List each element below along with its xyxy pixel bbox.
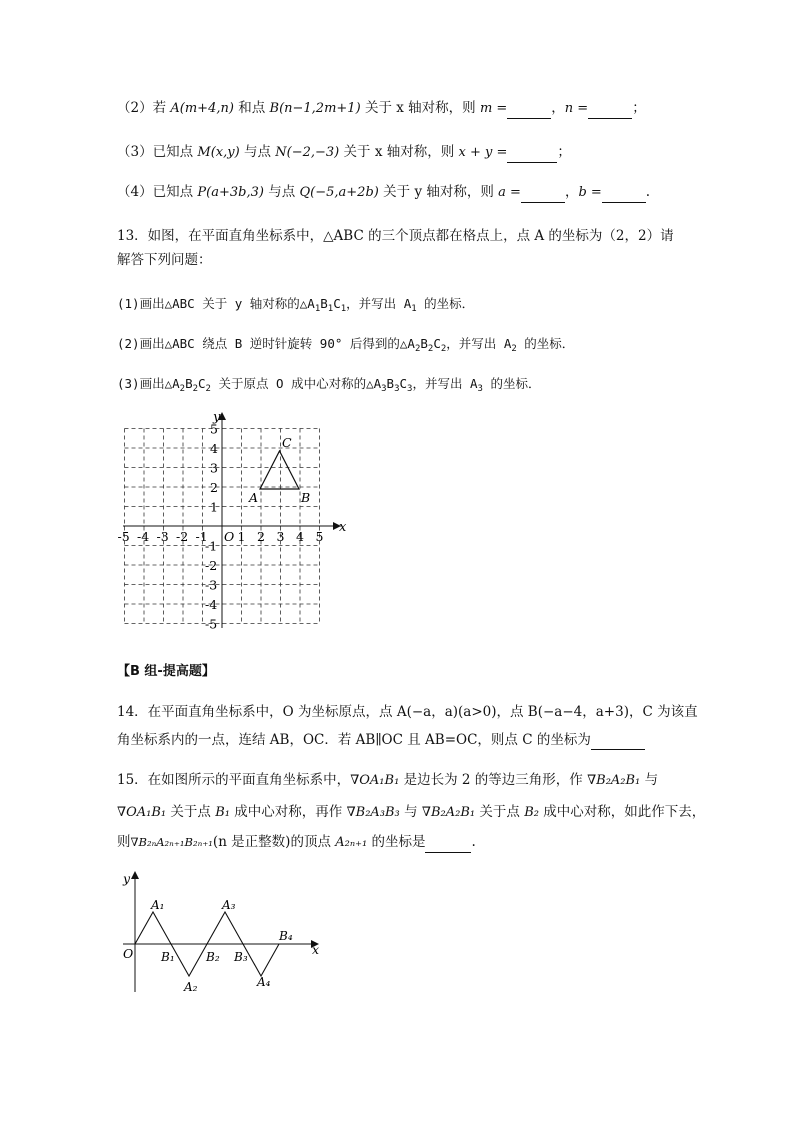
x-tick-label: 2: [257, 529, 265, 544]
y-tick-label: -1: [205, 538, 218, 554]
y-tick-label: -5: [205, 616, 218, 632]
x-axis-label: x: [312, 942, 320, 957]
answer-blank-xy[interactable]: [507, 147, 557, 163]
answer-blank-a[interactable]: [521, 187, 565, 203]
x-tick-label: -1: [195, 529, 208, 544]
q12-part4: （4）已知点 P(a+3b,3) 与点 Q(−5,a+2b) 关于 y 轴对称，则 a = ，b = .: [117, 182, 650, 203]
q13-line1: 13．如图，在平面直角坐标系中，△ABC 的三个顶点都在格点上，点 A 的坐标为（2，2）请: [117, 228, 674, 244]
answer-blank-c[interactable]: [591, 734, 645, 750]
triangle-abc: [260, 451, 299, 489]
q13-sub2: (2)画出△ABC 绕点 B 逆时针旋转 90° 后得到的$\triangle A_2B_2C_2$，并写出 $A_2$ 的坐标．: [117, 336, 575, 354]
x-tick-label: 3: [276, 529, 285, 544]
y-tick-label: -4: [205, 597, 218, 612]
q13-line2: 解答下列问题：: [117, 252, 212, 268]
answer-blank-b[interactable]: [602, 187, 646, 203]
coordinate-grid-figure: [115, 410, 355, 635]
point-c-label: C: [282, 435, 292, 450]
x-tick-label: 1: [237, 529, 246, 544]
point-a: A(m+4,n): [170, 101, 234, 116]
answer-blank-m[interactable]: [507, 103, 551, 119]
y-axis-label: y: [123, 871, 131, 886]
svg-text:A₃: A₃: [222, 898, 236, 912]
x-tick-label: -2: [176, 529, 189, 544]
point-a-label: A: [249, 490, 259, 505]
svg-text:B₁: B₁: [161, 950, 175, 964]
x-tick-labels: [118, 529, 324, 544]
q13-sub3: (3)画出$\triangle A_2B_2C_2$ 关于原点 O 成中心对称的$\triangle A_3B_3C_3$，并写出 $A_3$ 的坐标．: [117, 376, 541, 394]
svg-text:A₁: A₁: [151, 898, 165, 912]
answer-blank-a2n1[interactable]: [425, 837, 471, 853]
x-tick-label: 5: [315, 529, 324, 544]
y-tick-label: 4: [210, 441, 218, 456]
zigzag-figure: [115, 868, 330, 998]
x-tick-label: -3: [156, 529, 169, 544]
q14-line2: 角坐标系内的一点，连结 AB，OC．若 AB∥OC 且 AB=OC，则点 C 的坐标为: [117, 730, 645, 750]
y-tick-label: -2: [205, 558, 218, 573]
y-tick-label: 3: [210, 460, 218, 476]
svg-text:B₄: B₄: [279, 929, 293, 943]
y-tick-label: 1: [210, 499, 218, 515]
x-tick-label: -5: [117, 529, 130, 544]
svg-text:A₄: A₄: [257, 975, 271, 989]
svg-text:A₂: A₂: [184, 980, 198, 994]
y-tick-label: 5: [210, 421, 218, 437]
point-b: B(n−1,2m+1): [269, 101, 361, 116]
group-b-heading: 【B 组-提高题】: [117, 664, 215, 679]
q14-line1: 14．在平面直角坐标系中，O 为坐标原点，点 A(−a，a)(a>0)，点 B(−a−4，a+3)，C 为该直: [117, 704, 698, 720]
y-tick-label: -3: [205, 577, 218, 593]
origin-label: O: [224, 529, 235, 544]
q12-part3: （3）已知点 M(x,y) 与点 N(−2,−3) 关于 x 轴对称，则 x + y = ；: [117, 142, 571, 163]
q15-line3: 则∇B₂ₙA₂ₙ₊₁B₂ₙ₊₁(n 是正整数)的顶点 A₂ₙ₊₁ 的坐标是 .: [117, 832, 476, 853]
svg-text:B₂: B₂: [206, 950, 220, 964]
q13-sub1: (1)画出△ABC 关于 y 轴对称的$\triangle A_1B_1C_1$，并写出 $A_1$ 的坐标．: [117, 296, 475, 314]
q15-line1: 15．在如图所示的平面直角坐标系中，∇OA₁B₁ 是边长为 2 的等边三角形，作 ∇B₂A₂B₁ 与: [117, 772, 659, 788]
point-b-label: B: [301, 490, 311, 505]
x-axis-label: x: [339, 520, 347, 535]
x-tick-label: 4: [296, 529, 304, 544]
q12-part2: （2）若 A(m+4,n) 和点 B(n−1,2m+1) 关于 x 轴对称，则 m = ，n = ；: [117, 98, 646, 119]
answer-blank-n[interactable]: [588, 103, 632, 119]
y-axis-label: y: [213, 410, 221, 425]
x-tick-label: -4: [137, 529, 150, 544]
origin-label: O: [123, 946, 134, 961]
svg-text:B₃: B₃: [234, 950, 248, 964]
y-tick-label: 2: [210, 480, 218, 495]
q15-line2: ∇OA₁B₁ 关于点 B₁ 成中心对称，再作 ∇B₂A₃B₃ 与 ∇B₂A₂B₁ 关于点 B₂ 成中心对称，如此作下去，: [117, 804, 706, 820]
